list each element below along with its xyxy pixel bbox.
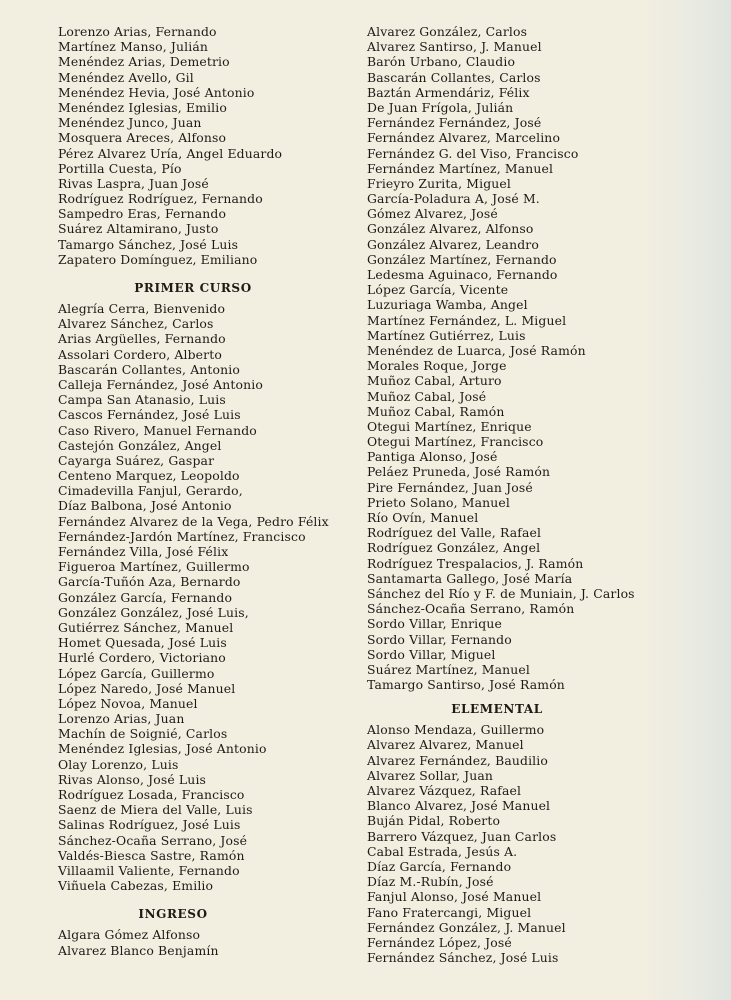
name-entry: Fernández González, J. Manuel bbox=[367, 919, 566, 935]
name-entry: Fernández Alvarez, Marcelino bbox=[367, 130, 561, 146]
ingreso-heading: INGRESO bbox=[138, 907, 208, 922]
name-entry: Muñoz Cabal, José bbox=[367, 388, 487, 404]
name-entry: López García, Guillermo bbox=[58, 665, 215, 681]
name-entry: Alvarez Vázquez, Rafael bbox=[367, 783, 522, 798]
name-entry: Menéndez Avello, Gil bbox=[58, 69, 194, 85]
name-entry: Alvarez Santirso, J. Manuel bbox=[367, 39, 542, 55]
name-entry: Bascarán Collantes, Carlos bbox=[367, 69, 541, 85]
name-entry: Díaz M.-Rubín, José bbox=[367, 874, 494, 890]
name-entry: Assolari Cordero, Alberto bbox=[58, 346, 222, 362]
name-entry: Muñoz Cabal, Arturo bbox=[367, 373, 502, 389]
name-entry: García-Poladura A, José M. bbox=[367, 191, 540, 207]
name-entry: Cascos Fernández, José Luis bbox=[58, 407, 241, 423]
name-entry: Arias Argüelles, Fernando bbox=[58, 331, 226, 347]
ingreso-name-list bbox=[58, 927, 348, 957]
name-entry: Sánchez-Ocaña Serrano, Ramón bbox=[367, 601, 575, 617]
name-entry: González García, Fernando bbox=[58, 589, 233, 605]
name-entry: Campa San Atanasio, Luis bbox=[58, 392, 226, 408]
name-entry: Pantiga Alonso, José bbox=[367, 449, 498, 465]
name-entry: Salinas Rodríguez, José Luis bbox=[58, 817, 241, 833]
elemental-heading: ELEMENTAL bbox=[451, 702, 543, 717]
name-entry: Otegui Martínez, Enrique bbox=[367, 418, 532, 434]
name-entry: Zapatero Domínguez, Emiliano bbox=[58, 251, 258, 267]
name-entry: Rodríguez Rodríguez, Fernando bbox=[58, 191, 263, 207]
name-entry: Tamargo Santirso, José Ramón bbox=[367, 677, 565, 693]
name-entry: Cayarga Suárez, Gaspar bbox=[58, 452, 215, 468]
name-entry: Barrero Vázquez, Juan Carlos bbox=[367, 828, 557, 844]
name-entry: Menéndez Hevia, José Antonio bbox=[58, 84, 255, 100]
name-entry: Menéndez Iglesias, José Antonio bbox=[58, 741, 267, 757]
name-entry: Díaz Balbona, José Antonio bbox=[58, 498, 232, 514]
name-entry: Alvarez González, Carlos bbox=[367, 24, 528, 39]
name-entry: Ledesma Aguinaco, Fernando bbox=[367, 267, 558, 282]
name-entry: Peláez Pruneda, José Ramón bbox=[367, 464, 551, 480]
name-entry: Alvarez Sollar, Juan bbox=[367, 767, 494, 783]
name-entry: Menéndez Arias, Demetrio bbox=[58, 54, 230, 70]
primer-curso-heading: PRIMER CURSO bbox=[134, 281, 252, 295]
name-entry: Fernández-Jardón Martínez, Francisco bbox=[58, 528, 306, 544]
name-entry: Alvarez Blanco Benjamín bbox=[58, 942, 219, 958]
right-top-name-list bbox=[367, 24, 667, 692]
name-entry: López García, Vicente bbox=[367, 282, 509, 298]
name-entry: Suárez Altamirano, Justo bbox=[58, 221, 219, 237]
name-entry: Fanjul Alonso, José Manuel bbox=[367, 889, 542, 905]
name-entry: González Alvarez, Alfonso bbox=[367, 221, 534, 237]
name-entry: Cimadevilla Fanjul, Gerardo, bbox=[58, 483, 243, 499]
name-entry: Fernández Villa, José Félix bbox=[58, 544, 229, 559]
primer-curso-name-list bbox=[58, 301, 348, 893]
name-entry: Morales Roque, Jorge bbox=[367, 358, 507, 374]
name-entry: López Novoa, Manuel bbox=[58, 695, 198, 711]
name-entry: Tamargo Sánchez, José Luis bbox=[58, 236, 239, 252]
name-entry: Rodríguez Losada, Francisco bbox=[58, 787, 245, 802]
name-entry: Baztán Armendáriz, Félix bbox=[367, 84, 530, 100]
name-entry: Gómez Alvarez, José bbox=[367, 206, 498, 222]
name-entry: Barón Urbano, Claudio bbox=[367, 54, 516, 70]
name-entry: Sordo Villar, Enrique bbox=[367, 616, 502, 632]
name-entry: Algara Gómez Alfonso bbox=[58, 927, 201, 943]
name-entry: Figueroa Martínez, Guillermo bbox=[58, 559, 250, 575]
name-entry: Villaamil Valiente, Fernando bbox=[58, 862, 240, 878]
name-entry: González Alvarez, Leandro bbox=[367, 236, 539, 252]
name-entry: Fernández Alvarez de la Vega, Pedro Félix bbox=[58, 513, 329, 529]
name-entry: Martínez Gutiérrez, Luis bbox=[367, 327, 526, 343]
name-entry: Frieyro Zurita, Miguel bbox=[367, 175, 512, 191]
name-entry: Hurlé Cordero, Victoriano bbox=[58, 650, 226, 666]
right-column bbox=[367, 24, 667, 965]
name-entry: Portilla Cuesta, Pío bbox=[58, 160, 182, 176]
name-entry: Alvarez Fernández, Baudilio bbox=[367, 752, 549, 768]
name-entry: Prieto Solano, Manuel bbox=[367, 494, 511, 510]
name-entry: Martínez Fernández, L. Miguel bbox=[367, 312, 567, 328]
name-entry: Pire Fernández, Juan José bbox=[367, 479, 533, 495]
name-entry: Castejón González, Angel bbox=[58, 437, 222, 453]
name-entry: Sordo Villar, Fernando bbox=[367, 631, 512, 647]
left-top-name-list bbox=[58, 24, 348, 267]
name-entry: Saenz de Miera del Valle, Luis bbox=[58, 802, 253, 818]
name-entry: García-Tuñón Aza, Bernardo bbox=[58, 574, 241, 590]
name-entry: Otegui Martínez, Francisco bbox=[367, 434, 544, 450]
left-column bbox=[58, 24, 348, 958]
name-entry: Luzuriaga Wamba, Angel bbox=[367, 297, 528, 313]
name-entry: Valdés-Biesca Sastre, Ramón bbox=[58, 847, 245, 863]
name-entry: Gutiérrez Sánchez, Manuel bbox=[58, 619, 234, 635]
name-entry: Alonso Mendaza, Guillermo bbox=[367, 722, 545, 738]
name-entry: Olay Lorenzo, Luis bbox=[58, 756, 179, 772]
name-entry: Caso Rivero, Manuel Fernando bbox=[58, 422, 257, 438]
name-entry: Bascarán Collantes, Antonio bbox=[58, 361, 241, 377]
name-entry: Pérez Alvarez Uría, Angel Eduardo bbox=[58, 145, 283, 161]
name-entry: Sordo Villar, Miguel bbox=[367, 646, 496, 662]
name-entry: González Martínez, Fernando bbox=[367, 251, 557, 267]
name-entry: Sampedro Eras, Fernando bbox=[58, 206, 227, 222]
name-entry: Muñoz Cabal, Ramón bbox=[367, 403, 505, 419]
name-entry: Calleja Fernández, José Antonio bbox=[58, 376, 263, 392]
name-entry: Buján Pidal, Roberto bbox=[367, 813, 501, 829]
name-entry: Blanco Alvarez, José Manuel bbox=[367, 798, 551, 814]
name-entry: Viñuela Cabezas, Emilio bbox=[58, 878, 214, 894]
name-entry: Fernández Martínez, Manuel bbox=[367, 160, 554, 176]
name-entry: De Juan Frígola, Julián bbox=[367, 99, 514, 115]
name-entry: Suárez Martínez, Manuel bbox=[367, 661, 531, 677]
name-entry: Machín de Soignié, Carlos bbox=[58, 726, 228, 742]
name-entry: Alvarez Alvarez, Manuel bbox=[367, 737, 524, 753]
name-entry: Alegría Cerra, Bienvenido bbox=[58, 301, 226, 316]
name-entry: Menéndez de Luarca, José Ramón bbox=[367, 342, 586, 358]
name-entry: Díaz García, Fernando bbox=[367, 858, 512, 874]
name-entry: Sánchez-Ocaña Serrano, José bbox=[58, 832, 248, 848]
name-entry: Fernández Sánchez, José Luis bbox=[367, 950, 559, 966]
name-entry: Santamarta Gallego, José María bbox=[367, 570, 573, 586]
name-entry: Mosquera Areces, Alfonso bbox=[58, 130, 227, 146]
name-entry: Río Ovín, Manuel bbox=[367, 510, 479, 525]
name-entry: Fernández G. del Viso, Francisco bbox=[367, 145, 579, 161]
name-entry: Centeno Marquez, Leopoldo bbox=[58, 468, 240, 484]
name-entry: Rivas Alonso, José Luis bbox=[58, 771, 207, 787]
name-entry: Rodríguez González, Angel bbox=[367, 540, 541, 556]
name-entry: Menéndez Iglesias, Emilio bbox=[58, 99, 228, 115]
name-entry: Homet Quesada, José Luis bbox=[58, 635, 227, 651]
name-entry: Fernández López, José bbox=[367, 934, 512, 950]
name-entry: Alvarez Sánchez, Carlos bbox=[58, 316, 214, 332]
name-entry: Martínez Manso, Julián bbox=[58, 39, 209, 55]
name-entry: Rodríguez del Valle, Rafael bbox=[367, 525, 542, 541]
elemental-name-list bbox=[367, 722, 667, 965]
name-entry: Lorenzo Arias, Juan bbox=[58, 711, 185, 727]
name-entry: Lorenzo Arias, Fernando bbox=[58, 24, 217, 39]
name-entry: Menéndez Junco, Juan bbox=[58, 115, 202, 131]
name-entry: Fernández Fernández, José bbox=[367, 115, 542, 131]
name-entry: Fano Fratercangi, Miguel bbox=[367, 904, 532, 920]
name-entry: González González, José Luis, bbox=[58, 604, 249, 620]
name-entry: Sánchez del Río y F. de Muniain, J. Carlos bbox=[367, 585, 635, 601]
name-entry: Cabal Estrada, Jesús A. bbox=[367, 843, 518, 859]
name-entry: Rivas Laspra, Juan José bbox=[58, 175, 209, 191]
name-entry: López Naredo, José Manuel bbox=[58, 680, 236, 696]
name-entry: Rodríguez Trespalacios, J. Ramón bbox=[367, 555, 584, 571]
